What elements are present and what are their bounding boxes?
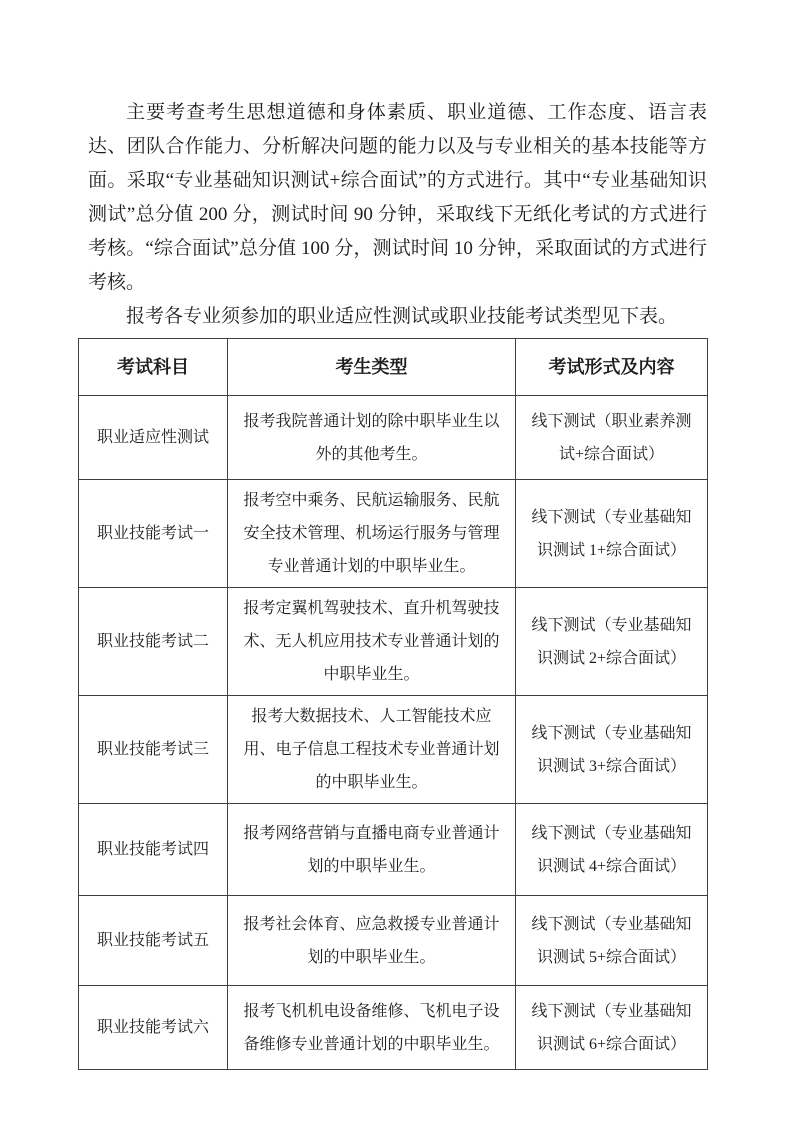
cell-exam-form: 线下测试（专业基础知识测试 1+综合面试） — [516, 480, 708, 588]
table-header-row — [79, 339, 708, 396]
cell-candidate-type: 报考定翼机驾驶技术、直升机驾驶技术、无人机应用技术专业普通计划的中职毕业生。 — [228, 588, 516, 696]
cell-exam-form: 线下测试（专业基础知识测试 2+综合面试） — [516, 588, 708, 696]
cell-candidate-type: 报考大数据技术、人工智能技术应用、电子信息工程技术专业普通计划的中职毕业生。 — [228, 696, 516, 804]
table-row — [79, 480, 708, 588]
header-exam-form: 考试形式及内容 — [516, 339, 708, 396]
header-candidate-type: 考生类型 — [228, 339, 516, 396]
table-row — [79, 804, 708, 896]
cell-exam-form: 线下测试（专业基础知识测试 3+综合面试） — [516, 696, 708, 804]
cell-exam-form: 线下测试（职业素养测试+综合面试） — [516, 396, 708, 480]
table-row — [79, 696, 708, 804]
table-row — [79, 986, 708, 1070]
table-row — [79, 396, 708, 480]
cell-exam-subject: 职业技能考试三 — [79, 696, 228, 804]
cell-exam-form: 线下测试（专业基础知识测试 4+综合面试） — [516, 804, 708, 896]
table-row — [79, 896, 708, 986]
cell-exam-subject: 职业技能考试二 — [79, 588, 228, 696]
cell-candidate-type: 报考飞机机电设备维修、飞机电子设备维修专业普通计划的中职毕业生。 — [228, 986, 516, 1070]
cell-exam-form: 线下测试（专业基础知识测试 5+综合面试） — [516, 896, 708, 986]
document-content — [88, 96, 707, 1070]
cell-exam-subject: 职业适应性测试 — [79, 396, 228, 480]
cell-exam-subject: 职业技能考试四 — [79, 804, 228, 896]
cell-candidate-type: 报考网络营销与直播电商专业普通计划的中职毕业生。 — [228, 804, 516, 896]
table-row — [79, 588, 708, 696]
header-exam-subject: 考试科目 — [79, 339, 228, 396]
exam-types-table — [78, 338, 708, 1070]
cell-exam-form: 线下测试（专业基础知识测试 6+综合面试） — [516, 986, 708, 1070]
intro-paragraph: 主要考查考生思想道德和身体素质、职业道德、工作态度、语言表达、团队合作能力、分析解决问题的能力以及与专业相关的基本技能等方面。采取“专业基础知识测试+综合面试”的方式进行。其中“专业基础知识测试”总分值 200 分，测试时间 90 分钟，采取线下无纸化考试的方式进行考核。“综合面试”总分值 100 分，测试时间 10 分钟，采取面试的方式进行考核。 — [88, 102, 707, 293]
cell-candidate-type: 报考社会体育、应急救援专业普通计划的中职毕业生。 — [228, 896, 516, 986]
cell-exam-subject: 职业技能考试五 — [79, 896, 228, 986]
cell-candidate-type: 报考空中乘务、民航运输服务、民航安全技术管理、机场运行服务与管理专业普通计划的中职毕业生。 — [228, 480, 516, 588]
cell-candidate-type: 报考我院普通计划的除中职毕业生以外的其他考生。 — [228, 396, 516, 480]
cell-exam-subject: 职业技能考试一 — [79, 480, 228, 588]
table-lead-in-paragraph: 报考各专业须参加的职业适应性测试或职业技能考试类型见下表。 — [126, 306, 678, 327]
cell-exam-subject: 职业技能考试六 — [79, 986, 228, 1070]
